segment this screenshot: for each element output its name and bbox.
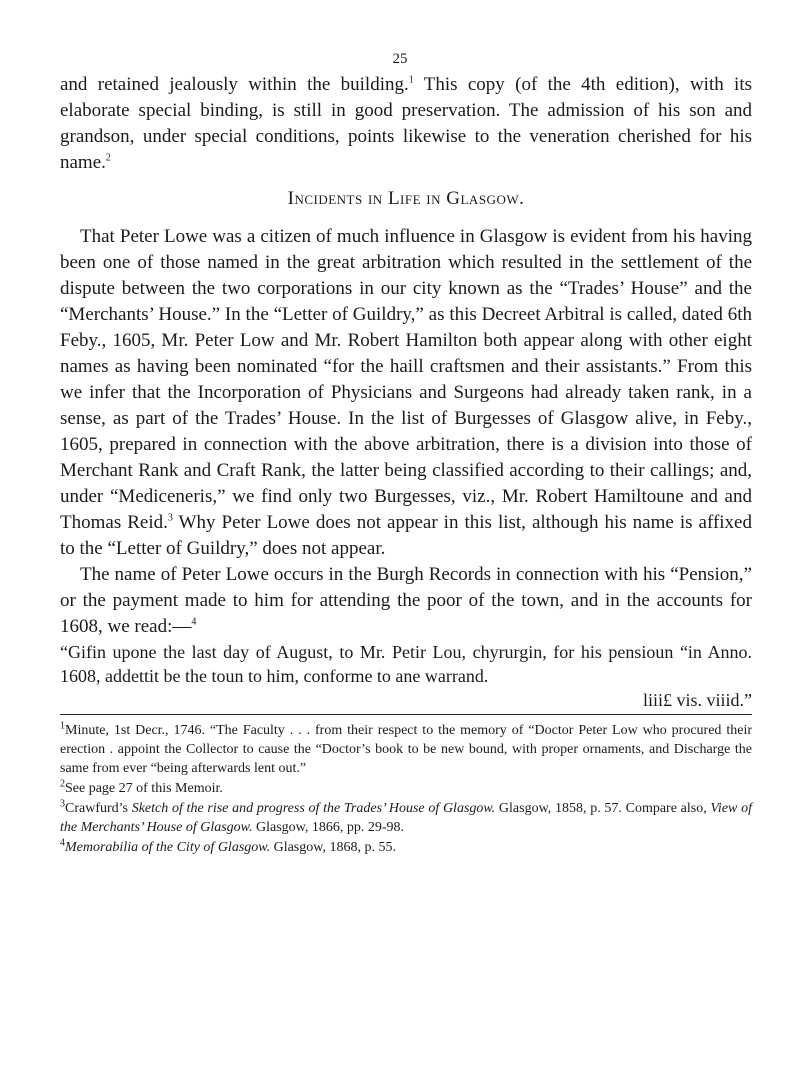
footnote-ref-3: 3 [167, 512, 173, 524]
paragraph-2 [60, 224, 752, 562]
footnote-1 [60, 721, 752, 778]
footnote-3-title-1: Sketch of the rise and progress of the Trades’ House of Glasgow. [131, 801, 496, 816]
footnote-3-mid: Glasgow, 1858, p. 57. Compare also, [495, 801, 711, 816]
paragraph-1-text: and retained jealously within the building. [60, 74, 409, 95]
footnote-3-post: Glasgow, 1866, pp. 29-98. [252, 820, 405, 835]
footnote-divider [60, 714, 752, 715]
footnote-ref-4: 4 [191, 616, 197, 628]
footnote-4 [60, 838, 752, 857]
footnote-3-title-2: View of the Merchants’ House of Glasgow. [60, 801, 752, 835]
page-number: 25 [392, 51, 408, 67]
footnote-2-text: See page 27 of this Memoir. [65, 781, 223, 796]
record-quote: “Gifin upone the last day of August, to Mr. Petir Lou, chyrurgin, for his pensioun “in Anno. 1608, addettit be the toun to him, conforme to ane warrand. [60, 642, 752, 686]
paragraph-1 [60, 72, 752, 176]
footnote-2 [60, 779, 752, 798]
paragraph-3 [60, 562, 752, 640]
footnote-4-post: Glasgow, 1868, p. 55. [270, 840, 396, 855]
record-quote-amount: liii£ vis. viiid.” [642, 690, 752, 710]
paragraph-1-text-cont: This copy (of the 4th edition), with its elaborate special binding, is still in good preservation. The admission of his son and grandson, under special conditions, points likewise to the veneration cherished for his name. [60, 74, 753, 173]
footnote-4-title: Memorabilia of the City of Glasgow. [65, 840, 271, 855]
footnote-ref-1: 1 [408, 74, 414, 86]
page-body [60, 72, 752, 858]
paragraph-2-tail: Why Peter Lowe does not appear in this list, although his name is affixed to the “Letter of Guildry,” does not appear. [60, 512, 752, 559]
footnote-3-pre: Crawfurd’s [65, 801, 132, 816]
footnote-4-number: 4 [60, 837, 65, 849]
paragraph-2-text: That Peter Lowe was a citizen of much influence in Glasgow is evident from his having been one of those named in the great arbitration which resulted in the settlement of the dispute between the two corporations in our city known as the “Trades’ House” and the “Merchants’ House.” In the “Letter of Guildry,” as this Decreet Arbitral is called, dated 6th Feby., 1605, Mr. Peter Low and Mr. Robert Hamilton both appear along with other eight names as having been nominated “for the haill craftsmen and their assistants.” From this we infer that the Incorporation of Physicians and Surgeons had already taken rank, in a sense, as part of the Trades’ House. In the list of Burgesses of Glasgow alive, in Feby., 1605, prepared in connection with the above arbitration, there is a division into those of Merchant Rank and Craft Rank, the latter being classified according to their callings; and, under “Mediceneris,” we find only two Burgesses, viz., Mr. Robert Hamiltoune and and Thomas Reid. [60, 226, 752, 533]
footnote-3 [60, 799, 752, 837]
footnote-3-number: 3 [60, 798, 65, 810]
footnote-ref-2: 2 [105, 152, 111, 164]
footnote-1-number: 1 [60, 720, 65, 732]
footnote-2-number: 2 [60, 778, 65, 790]
section-heading: Incidents in Life in Glasgow. [287, 188, 525, 209]
footnotes [60, 721, 752, 857]
footnote-1-text: Minute, 1st Decr., 1746. “The Faculty . . . from their respect to the memory of “Doctor Peter Low who procured their erection . appoint the Collector to cause the “Doctor’s book to be new bound, with proper ornaments, and Discharge the same from ever “being afterwards lent out.” [60, 723, 752, 776]
paragraph-3-text: The name of Peter Lowe occurs in the Burgh Records in connection with his “Pension,” or the payment made to him for attending the poor of the town, and in the accounts for 1608, we read:— [60, 564, 752, 637]
